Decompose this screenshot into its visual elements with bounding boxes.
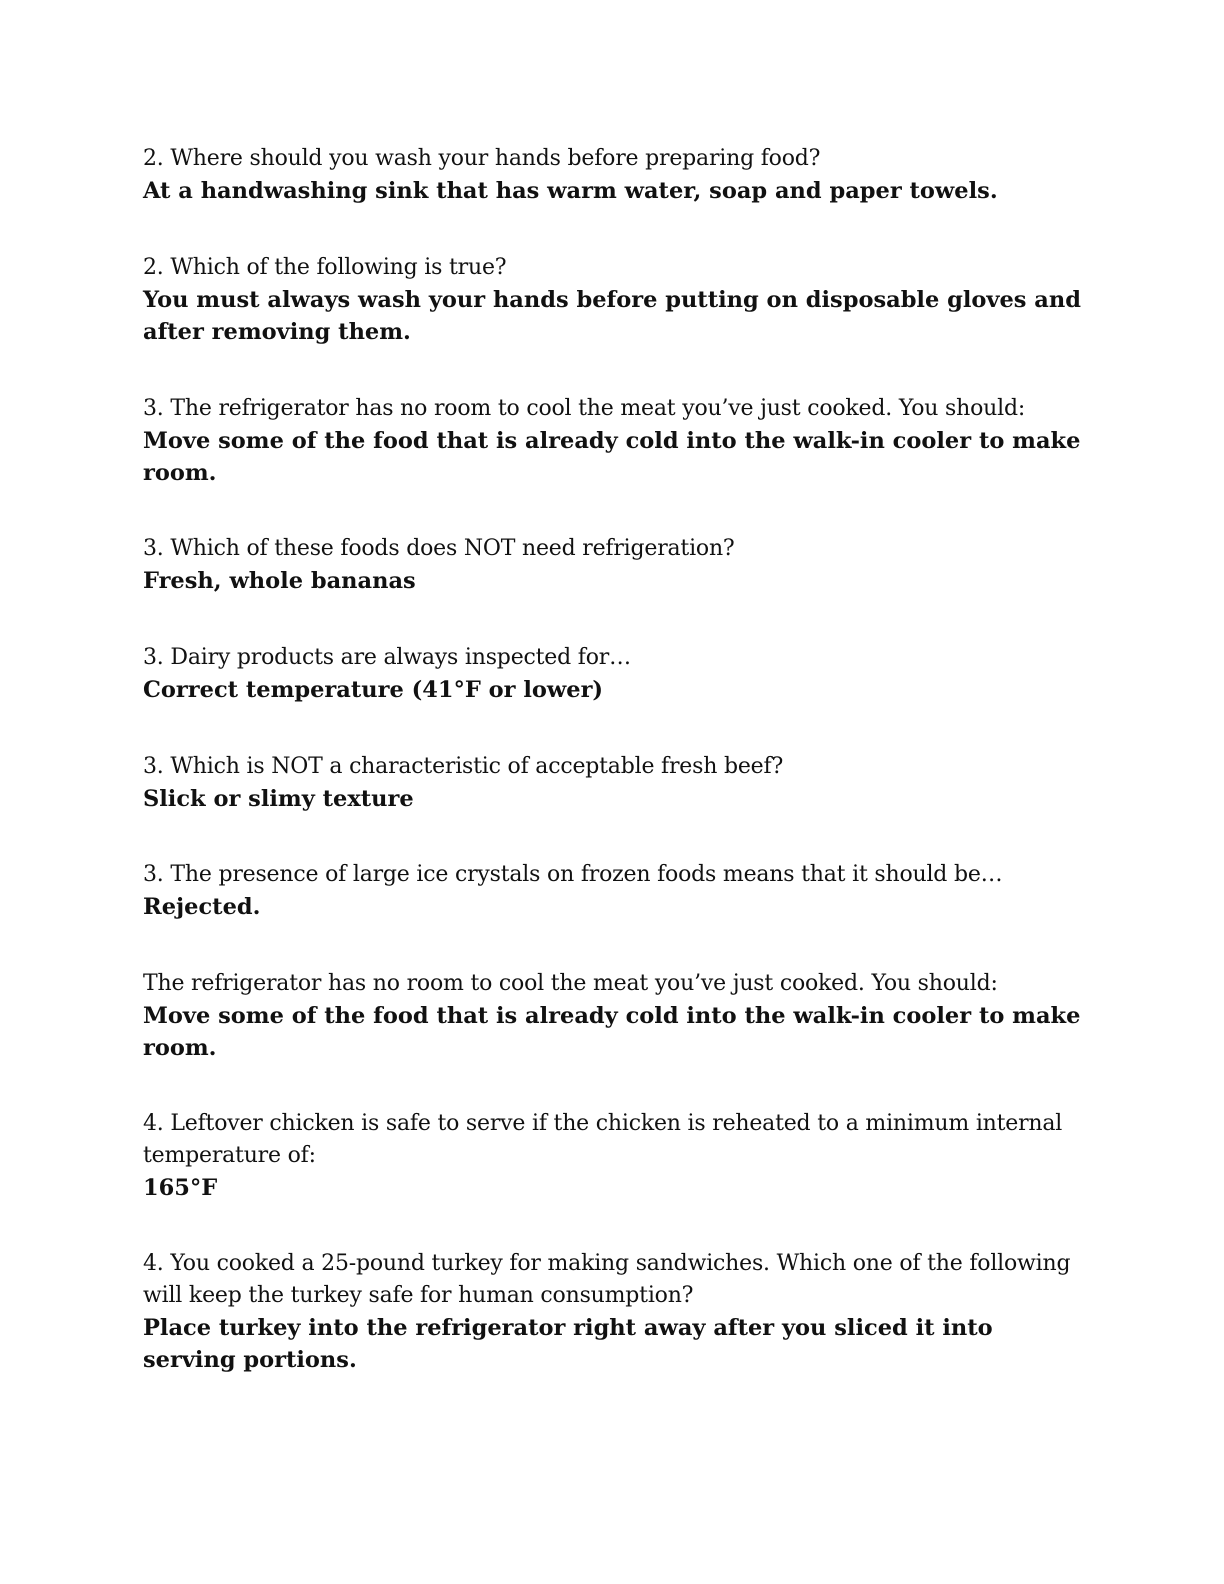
qa-item — [143, 1108, 1083, 1204]
question-text: 4. You cooked a 25-pound turkey for making sandwiches. Which one of the following will keep the turkey safe for human consumption? — [143, 1251, 1071, 1308]
answer-text: Move some of the food that is already cold into the walk-in cooler to make room. — [143, 428, 1081, 486]
qa-item — [143, 968, 1083, 1064]
answer-text: Move some of the food that is already cold into the walk-in cooler to make room. — [143, 1003, 1081, 1061]
answer-text: 165°F — [143, 1175, 218, 1201]
answer-text: Place turkey into the refrigerator right away after you sliced it into serving portions. — [143, 1315, 993, 1373]
question-text: 3. The refrigerator has no room to cool the meat you’ve just cooked. You should: — [143, 396, 1026, 421]
question-text: 3. Which is NOT a characteristic of acceptable fresh beef? — [143, 754, 784, 779]
qa-item — [143, 1248, 1083, 1376]
question-text: 2. Where should you wash your hands before preparing food? — [143, 146, 821, 171]
question-text: 3. Which of these foods does NOT need refrigeration? — [143, 536, 735, 561]
question-text: The refrigerator has no room to cool the meat you’ve just cooked. You should: — [143, 971, 998, 996]
question-text: 2. Which of the following is true? — [143, 255, 507, 280]
qa-item — [143, 859, 1083, 923]
qa-item — [143, 642, 1083, 706]
qa-item — [143, 252, 1083, 348]
answer-text: Slick or slimy texture — [143, 786, 414, 812]
answer-text: At a handwashing sink that has warm water, soap and paper towels. — [143, 178, 998, 204]
answer-text: Fresh, whole bananas — [143, 568, 416, 594]
qa-item — [143, 393, 1083, 489]
qa-item — [143, 143, 1083, 207]
question-text: 3. The presence of large ice crystals on frozen foods means that it should be… — [143, 862, 1003, 887]
answer-text: You must always wash your hands before putting on disposable gloves and after removing them. — [143, 287, 1081, 345]
qa-item — [143, 751, 1083, 815]
qa-item — [143, 533, 1083, 597]
question-text: 4. Leftover chicken is safe to serve if the chicken is reheated to a minimum internal temperature of: — [143, 1111, 1063, 1168]
question-text: 3. Dairy products are always inspected for… — [143, 645, 631, 670]
answer-text: Correct temperature (41°F or lower) — [143, 677, 604, 703]
answer-text: Rejected. — [143, 894, 261, 920]
